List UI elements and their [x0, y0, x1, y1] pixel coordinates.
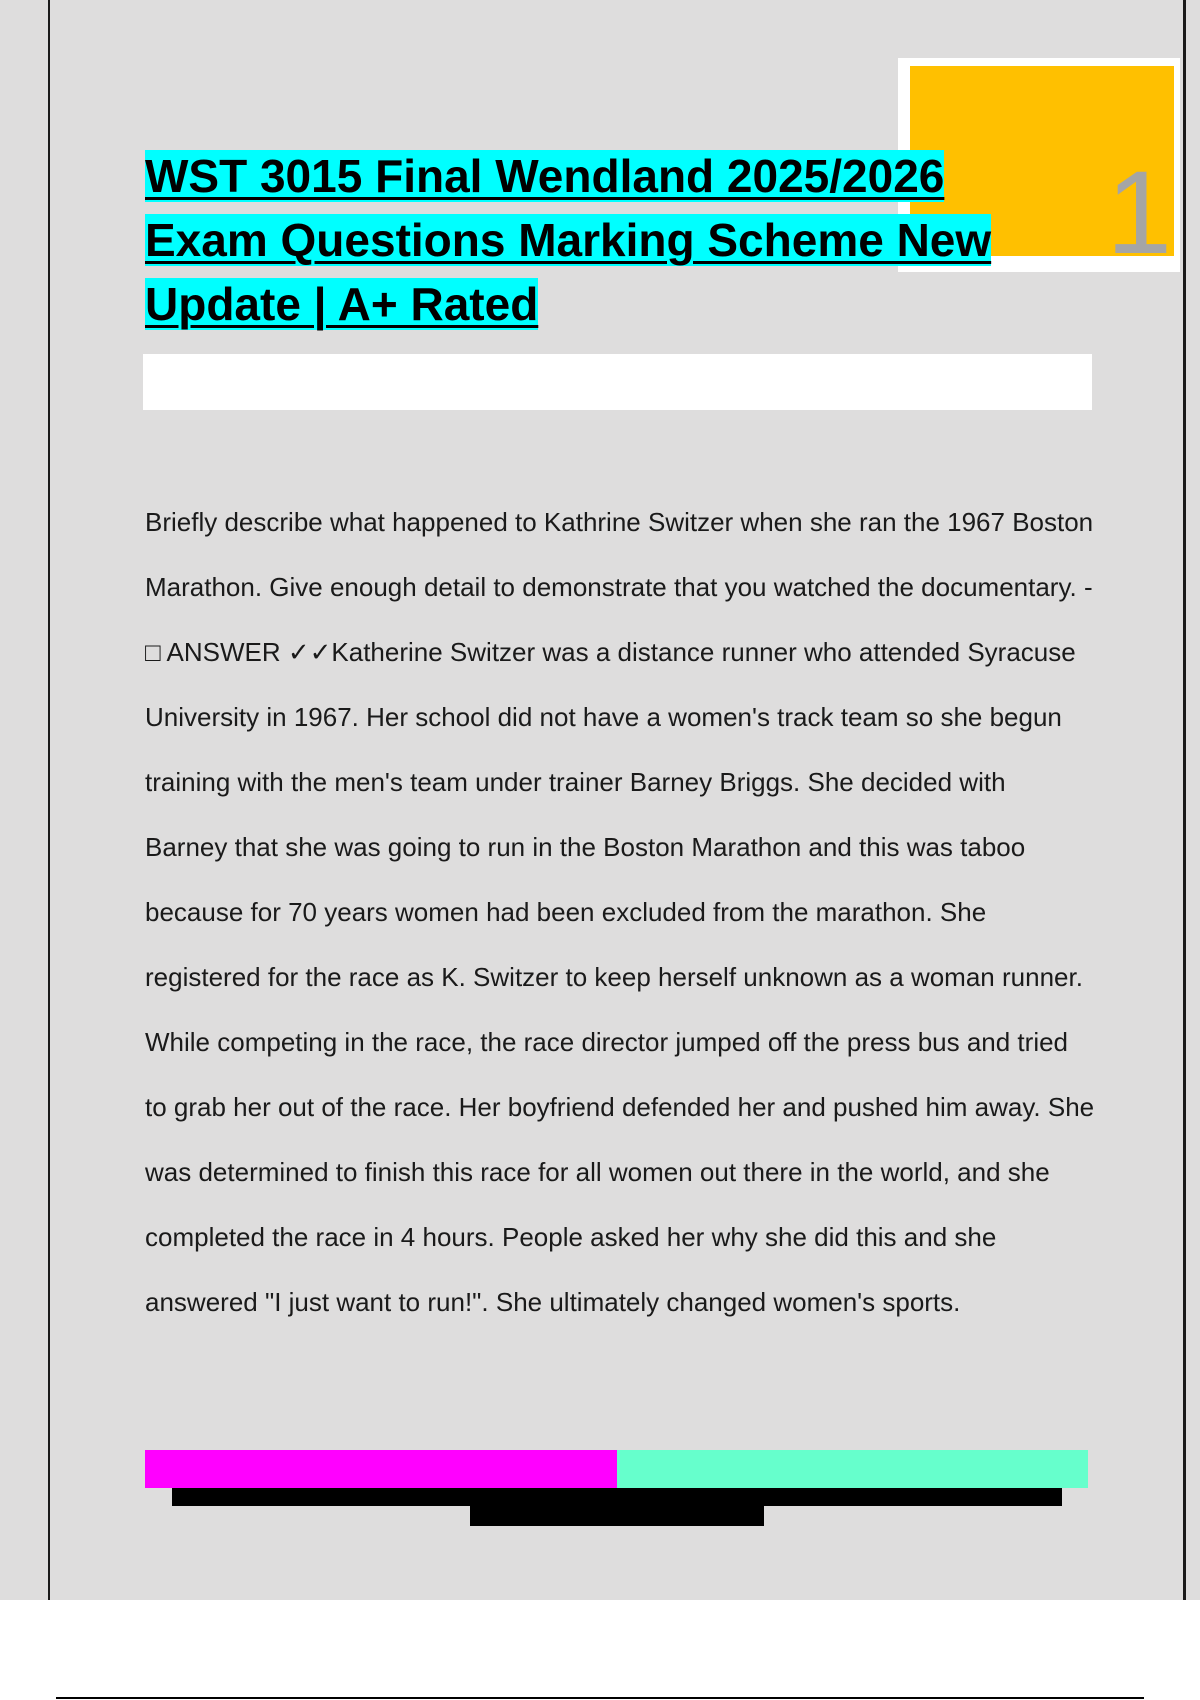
decorative-bar-black-wide: [172, 1488, 1062, 1506]
decorative-bar-mint: [617, 1450, 1088, 1488]
title-line-1: WST 3015 Final Wendland 2025/2026: [145, 150, 945, 202]
bottom-divider: [56, 1697, 1144, 1699]
title-line-3: Update | A+ Rated: [145, 278, 539, 330]
document-title: [145, 144, 1075, 336]
left-margin-rule: [48, 0, 50, 1600]
page-number: 1: [1106, 147, 1172, 279]
title-line-2: Exam Questions Marking Scheme New: [145, 214, 992, 266]
blank-answer-box: [143, 354, 1092, 410]
decorative-bar-magenta: [145, 1450, 617, 1488]
right-margin-rule: [1183, 0, 1186, 1600]
decorative-bar-black-narrow: [470, 1506, 764, 1526]
question-answer-text: Briefly describe what happened to Kathrine Switzer when she ran the 1967 Boston Marathon. Give enough detail to demonstrate that you watched the documentary. - □ ANSWER ✓✓Katherine Switzer was a distance runner who attended Syracuse University in 1967. Her school did not have a women's track team so she begun training with the men's team under trainer Barney Briggs. She decided with Barney that she was going to run in the Boston Marathon and this was taboo because for 70 years women had been excluded from the marathon. She registered for the race as K. Switzer to keep herself unknown as a woman runner. While competing in the race, the race director jumped off the press bus and tried to grab her out of the race. Her boyfriend defended her and pushed him away. She was determined to finish this race for all women out there in the world, and she completed the race in 4 hours. People asked her why she did this and she answered "I just want to run!". She ultimately changed women's sports.: [145, 507, 1095, 1317]
